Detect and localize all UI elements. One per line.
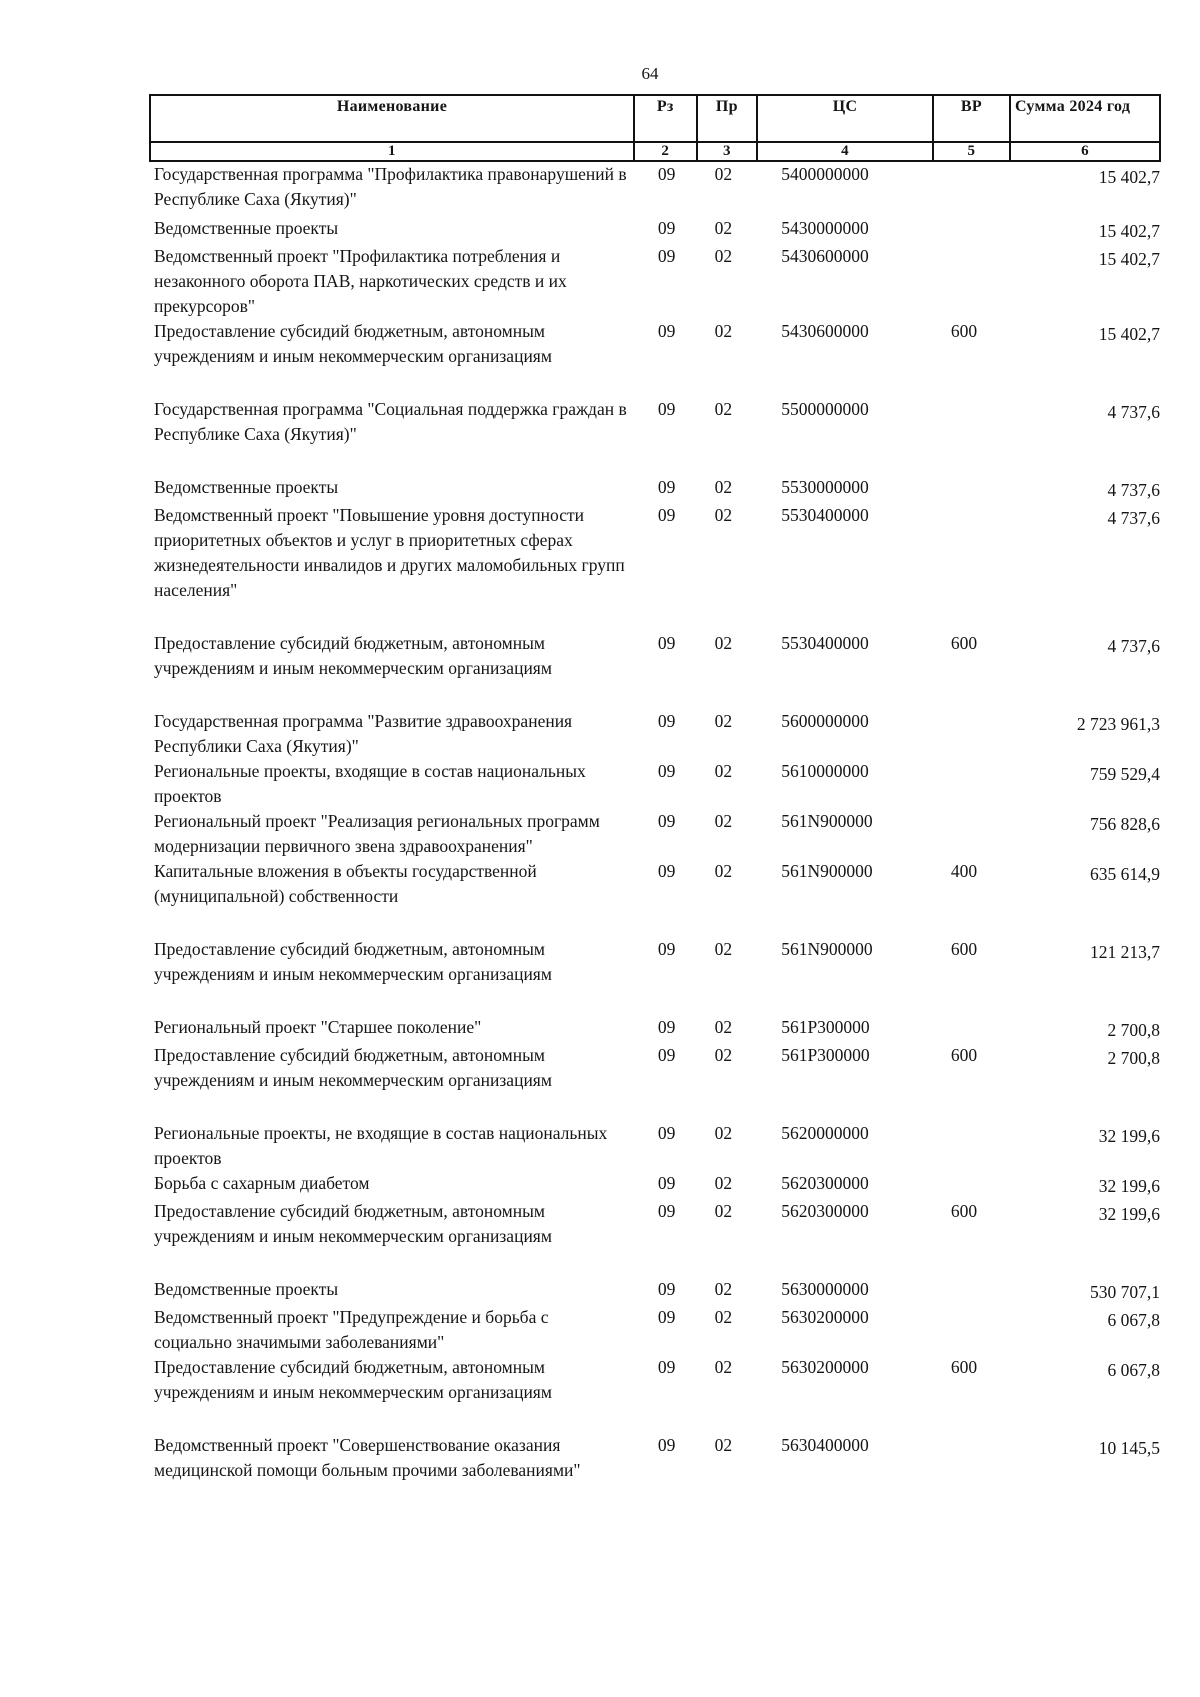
row-sum: 635 614,9 xyxy=(1090,864,1160,884)
row-sum: 32 199,6 xyxy=(1098,1126,1160,1146)
row-name: Предоставление субсидий бюджетным, автономным учреждениям и иным некоммерческим организациям xyxy=(154,1201,552,1246)
row-name: Борьба с сахарным диабетом xyxy=(154,1173,370,1193)
row-cs: 5500000000 xyxy=(781,399,869,419)
row-cs: 5530400000 xyxy=(781,633,869,653)
row-name: Государственная программа "Социальная поддержка граждан в Республике Саха (Якутия)" xyxy=(154,399,627,444)
table-header xyxy=(150,95,1160,161)
table-row xyxy=(150,709,1160,759)
row-sum: 15 402,7 xyxy=(1098,249,1160,269)
table-row xyxy=(150,859,1160,937)
row-rz: 09 xyxy=(657,1435,676,1455)
row-vr xyxy=(933,709,1010,759)
row-sum: 2 700,8 xyxy=(1107,1048,1160,1068)
row-cs: 5610000000 xyxy=(781,761,869,781)
row-name: Предоставление субсидий бюджетным, автономным учреждениям и иным некоммерческим организациям xyxy=(154,939,552,984)
table-row xyxy=(150,1277,1160,1305)
row-cs: 5400000000 xyxy=(781,164,869,184)
row-vr xyxy=(933,1433,1010,1483)
row-cs: 561P300000 xyxy=(781,1045,870,1065)
row-sum: 15 402,7 xyxy=(1098,324,1160,344)
row-cs: 5430600000 xyxy=(781,321,869,341)
row-vr xyxy=(933,475,1010,503)
table-row xyxy=(150,319,1160,397)
row-rz: 09 xyxy=(657,861,676,881)
row-rz: 09 xyxy=(657,246,676,266)
row-rz: 09 xyxy=(657,1123,676,1143)
row-cs: 5630200000 xyxy=(781,1357,869,1377)
table-row xyxy=(150,631,1160,709)
row-sum: 10 145,5 xyxy=(1098,1438,1160,1458)
row-rz: 09 xyxy=(657,505,676,525)
column-number: 3 xyxy=(697,142,758,161)
table-body xyxy=(150,161,1160,1483)
row-rz: 09 xyxy=(657,1307,676,1327)
row-rz: 09 xyxy=(657,164,676,184)
row-sum: 2 723 961,3 xyxy=(1076,714,1160,734)
table-row xyxy=(150,1355,1160,1433)
row-vr xyxy=(933,1015,1010,1043)
row-name: Ведомственный проект "Профилактика потребления и незаконного оборота ПАВ, наркотических средств и их прекурсоров" xyxy=(154,246,567,316)
row-cs: 5620300000 xyxy=(781,1201,869,1221)
row-sum: 2 700,8 xyxy=(1107,1020,1160,1040)
row-pr: 02 xyxy=(714,939,733,959)
table-row xyxy=(150,1121,1160,1171)
row-vr: 600 xyxy=(950,321,978,341)
row-vr xyxy=(933,1121,1010,1171)
row-pr: 02 xyxy=(714,1435,733,1455)
table-row xyxy=(150,216,1160,244)
row-cs: 5430000000 xyxy=(781,218,869,238)
row-pr: 02 xyxy=(714,711,733,731)
row-name: Предоставление субсидий бюджетным, автономным учреждениям и иным некоммерческим организациям xyxy=(154,1045,552,1090)
row-rz: 09 xyxy=(657,1045,676,1065)
row-name: Региональный проект "Реализация региональных программ модернизации первичного звена здравоохранения" xyxy=(154,811,600,856)
row-pr: 02 xyxy=(714,861,733,881)
table-row xyxy=(150,937,1160,1015)
row-vr: 600 xyxy=(950,633,978,653)
header-rz: Рз xyxy=(634,95,697,142)
row-sum: 121 213,7 xyxy=(1090,942,1160,962)
row-sum: 530 707,1 xyxy=(1090,1282,1160,1302)
column-number: 2 xyxy=(634,142,697,161)
row-name: Предоставление субсидий бюджетным, автономным учреждениям и иным некоммерческим организациям xyxy=(154,321,552,366)
row-vr: 400 xyxy=(950,861,978,881)
row-vr xyxy=(933,244,1010,319)
header-sum: Сумма 2024 год xyxy=(1010,95,1160,142)
row-cs: 5630400000 xyxy=(781,1435,869,1455)
row-cs: 5630000000 xyxy=(781,1279,869,1299)
row-pr: 02 xyxy=(714,811,733,831)
row-rz: 09 xyxy=(657,399,676,419)
row-name: Региональный проект "Старшее поколение" xyxy=(154,1017,482,1037)
row-vr: 600 xyxy=(950,1201,978,1221)
row-pr: 02 xyxy=(714,1123,733,1143)
row-vr: 600 xyxy=(950,939,978,959)
table-row xyxy=(150,244,1160,319)
row-name: Региональные проекты, входящие в состав национальных проектов xyxy=(154,761,586,806)
row-rz: 09 xyxy=(657,1279,676,1299)
row-rz: 09 xyxy=(657,811,676,831)
row-rz: 09 xyxy=(657,321,676,341)
row-pr: 02 xyxy=(714,218,733,238)
row-name: Предоставление субсидий бюджетным, автономным учреждениям и иным некоммерческим организациям xyxy=(154,633,552,678)
row-rz: 09 xyxy=(657,711,676,731)
row-vr xyxy=(933,759,1010,809)
table-row xyxy=(150,1433,1160,1483)
row-name: Ведомственный проект "Повышение уровня доступности приоритетных объектов и услуг в приоритетных сферах жизнедеятельности инвалидов и других маломобильных групп населения" xyxy=(154,505,625,600)
row-sum: 6 067,8 xyxy=(1107,1310,1160,1330)
row-pr: 02 xyxy=(714,477,733,497)
row-cs: 5530000000 xyxy=(781,477,869,497)
row-sum: 4 737,6 xyxy=(1107,402,1160,422)
row-pr: 02 xyxy=(714,505,733,525)
row-name: Региональные проекты, не входящие в состав национальных проектов xyxy=(154,1123,608,1168)
row-pr: 02 xyxy=(714,246,733,266)
header-vr: ВР xyxy=(933,95,1010,142)
row-pr: 02 xyxy=(714,1173,733,1193)
row-vr xyxy=(933,161,1010,216)
row-name: Ведомственные проекты xyxy=(154,1279,339,1299)
header-cs: ЦС xyxy=(757,95,933,142)
row-pr: 02 xyxy=(714,633,733,653)
table-row xyxy=(150,759,1160,809)
row-rz: 09 xyxy=(657,477,676,497)
row-name: Ведомственный проект "Предупреждение и борьба с социально значимыми заболеваниями" xyxy=(154,1307,549,1352)
row-rz: 09 xyxy=(657,1357,676,1377)
row-sum: 759 529,4 xyxy=(1090,764,1160,784)
budget-table-container xyxy=(149,94,1161,1483)
budget-table xyxy=(149,94,1161,1483)
row-cs: 561N900000 xyxy=(781,939,873,959)
row-sum: 15 402,7 xyxy=(1098,167,1160,187)
row-vr xyxy=(933,1305,1010,1355)
table-row xyxy=(150,809,1160,859)
row-cs: 5600000000 xyxy=(781,711,869,731)
header-name: Наименование xyxy=(150,95,634,142)
row-vr xyxy=(933,216,1010,244)
row-name: Государственная программа "Развитие здравоохранения Республики Саха (Якутия)" xyxy=(154,711,573,756)
column-number: 6 xyxy=(1010,142,1160,161)
row-cs: 561N900000 xyxy=(781,861,873,881)
row-name: Ведомственный проект "Совершенствование оказания медицинской помощи больным прочими заболеваниями" xyxy=(154,1435,581,1480)
row-sum: 32 199,6 xyxy=(1098,1176,1160,1196)
row-sum: 6 067,8 xyxy=(1107,1360,1160,1380)
row-pr: 02 xyxy=(714,1017,733,1037)
row-cs: 5530400000 xyxy=(781,505,869,525)
row-cs: 5620300000 xyxy=(781,1173,869,1193)
row-name: Предоставление субсидий бюджетным, автономным учреждениям и иным некоммерческим организациям xyxy=(154,1357,552,1402)
row-vr xyxy=(933,397,1010,475)
row-sum: 4 737,6 xyxy=(1107,636,1160,656)
row-name: Ведомственные проекты xyxy=(154,218,339,238)
table-row xyxy=(150,1199,1160,1277)
table-row xyxy=(150,161,1160,216)
column-number: 4 xyxy=(757,142,933,161)
row-rz: 09 xyxy=(657,1173,676,1193)
row-rz: 09 xyxy=(657,1201,676,1221)
table-row xyxy=(150,1171,1160,1199)
row-rz: 09 xyxy=(657,218,676,238)
row-rz: 09 xyxy=(657,1017,676,1037)
table-row xyxy=(150,503,1160,631)
row-name: Капитальные вложения в объекты государственной (муниципальной) собственности xyxy=(154,861,537,906)
row-cs: 5630200000 xyxy=(781,1307,869,1327)
row-pr: 02 xyxy=(714,1279,733,1299)
row-sum: 756 828,6 xyxy=(1090,814,1160,834)
table-row xyxy=(150,1015,1160,1043)
table-row xyxy=(150,475,1160,503)
row-cs: 561P300000 xyxy=(781,1017,870,1037)
row-pr: 02 xyxy=(714,1201,733,1221)
header-pr: Пр xyxy=(697,95,758,142)
row-vr: 600 xyxy=(950,1357,978,1377)
row-rz: 09 xyxy=(657,761,676,781)
table-row xyxy=(150,1043,1160,1121)
row-vr xyxy=(933,503,1010,631)
row-cs: 5620000000 xyxy=(781,1123,869,1143)
row-vr: 600 xyxy=(950,1045,978,1065)
row-pr: 02 xyxy=(714,1307,733,1327)
row-cs: 561N900000 xyxy=(781,811,873,831)
row-pr: 02 xyxy=(714,399,733,419)
row-sum: 32 199,6 xyxy=(1098,1204,1160,1224)
table-row xyxy=(150,1305,1160,1355)
row-sum: 4 737,6 xyxy=(1107,480,1160,500)
row-sum: 4 737,6 xyxy=(1107,508,1160,528)
column-number: 5 xyxy=(933,142,1010,161)
row-pr: 02 xyxy=(714,1357,733,1377)
row-vr xyxy=(933,1171,1010,1199)
row-pr: 02 xyxy=(714,164,733,184)
row-rz: 09 xyxy=(657,633,676,653)
row-pr: 02 xyxy=(714,1045,733,1065)
page-number: 64 xyxy=(641,64,659,83)
row-name: Ведомственные проекты xyxy=(154,477,339,497)
row-vr xyxy=(933,1277,1010,1305)
table-row xyxy=(150,397,1160,475)
row-cs: 5430600000 xyxy=(781,246,869,266)
row-rz: 09 xyxy=(657,939,676,959)
row-name: Государственная программа "Профилактика правонарушений в Республике Саха (Якутия)" xyxy=(154,164,627,209)
row-sum: 15 402,7 xyxy=(1098,221,1160,241)
column-number: 1 xyxy=(150,142,634,161)
row-pr: 02 xyxy=(714,321,733,341)
row-vr xyxy=(933,809,1010,859)
row-pr: 02 xyxy=(714,761,733,781)
